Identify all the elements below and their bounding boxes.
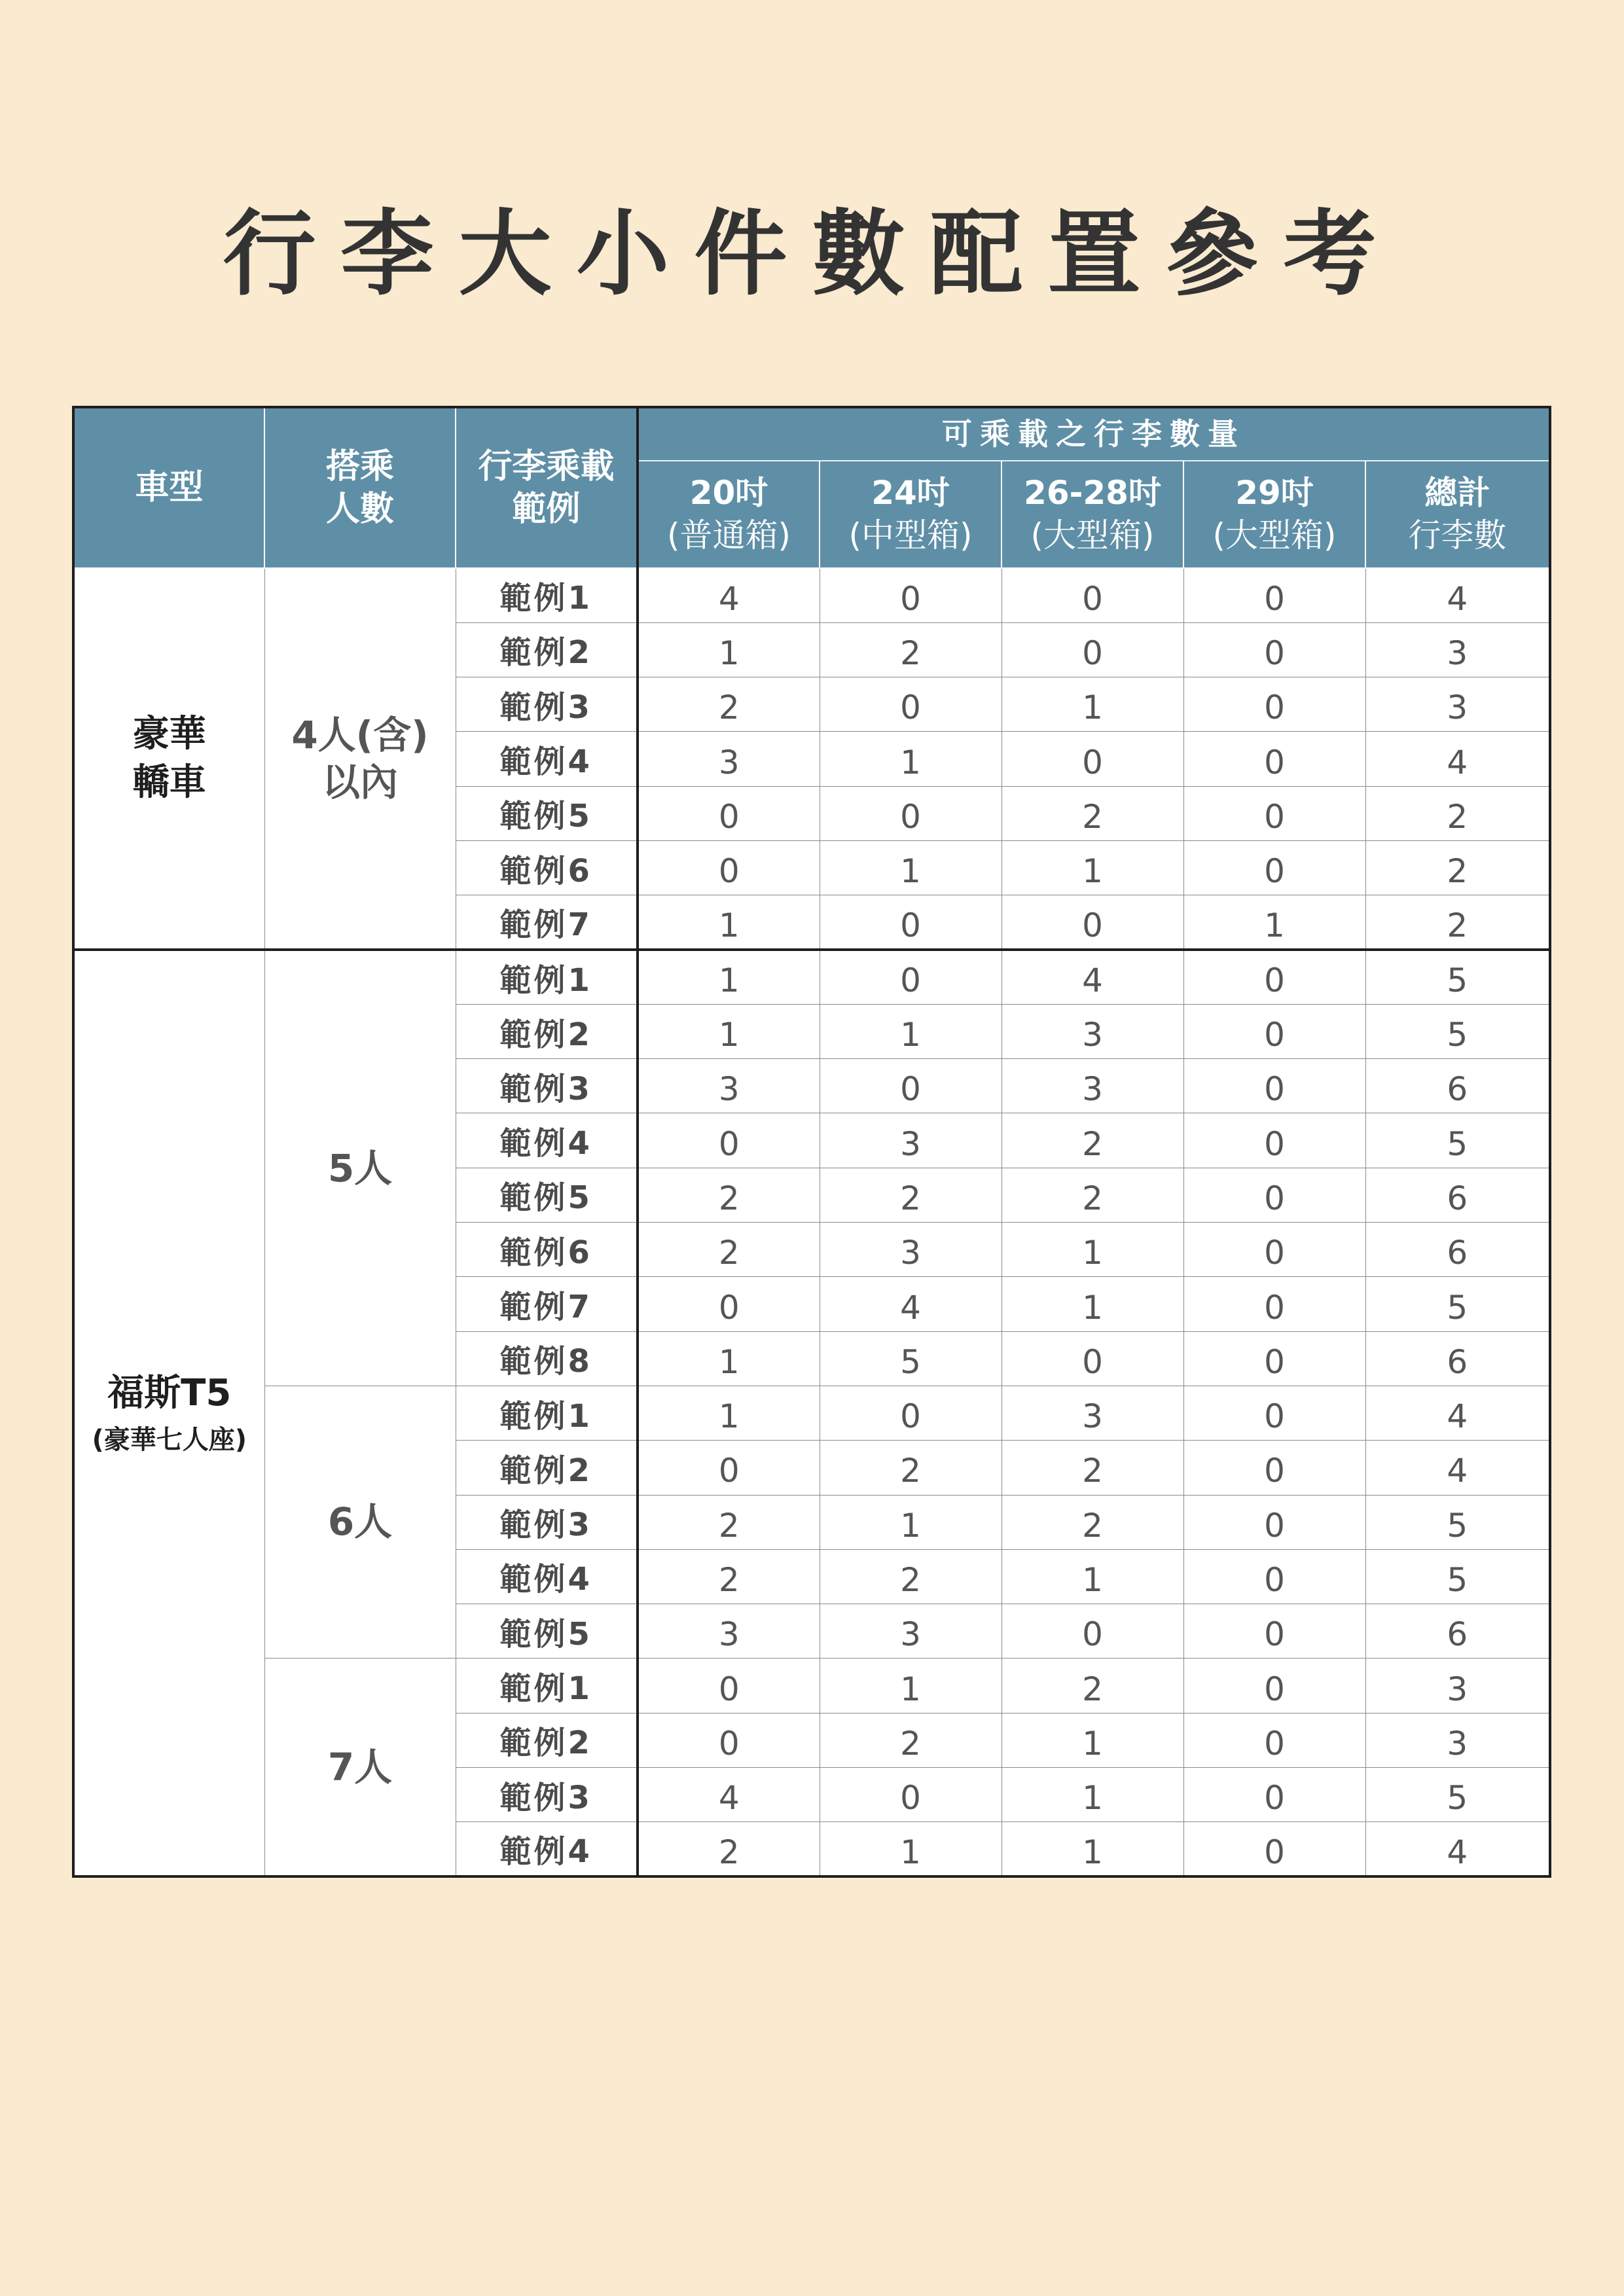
example-label: 範例7 [456, 1277, 638, 1331]
vehicle-subtitle: (豪華七人座) [92, 1424, 247, 1455]
count-29-inch: 0 [1183, 732, 1365, 786]
count-20-inch: 0 [638, 786, 820, 840]
count-20-inch: 2 [638, 1822, 820, 1876]
count-total: 6 [1365, 1331, 1550, 1386]
example-label: 範例5 [456, 786, 638, 840]
count-26-28-inch: 0 [1001, 1604, 1183, 1659]
passenger-count-cell [264, 1659, 456, 1876]
count-20-inch: 2 [638, 1549, 820, 1604]
count-total: 3 [1365, 622, 1550, 677]
table-row [73, 950, 1550, 1004]
header-example [456, 407, 638, 568]
passenger-count-cell [264, 568, 456, 950]
example-label: 範例1 [456, 950, 638, 1004]
count-20-inch: 2 [638, 1495, 820, 1549]
passenger-count: 以內 [321, 760, 398, 805]
count-total: 3 [1365, 1659, 1550, 1713]
count-29-inch: 0 [1183, 1331, 1365, 1386]
count-29-inch: 1 [1183, 895, 1365, 950]
count-26-28-inch: 2 [1001, 1495, 1183, 1549]
table-row [73, 1659, 1550, 1713]
count-26-28-inch: 1 [1001, 677, 1183, 732]
count-24-inch: 2 [820, 622, 1001, 677]
vehicle-name: 轎車 [132, 761, 206, 804]
count-29-inch: 0 [1183, 1059, 1365, 1113]
count-24-inch: 2 [820, 1441, 1001, 1495]
count-20-inch: 3 [638, 1059, 820, 1113]
count-20-inch: 2 [638, 1168, 820, 1222]
example-label: 範例4 [456, 1113, 638, 1168]
count-26-28-inch: 2 [1001, 1659, 1183, 1713]
count-20-inch: 0 [638, 1113, 820, 1168]
count-total: 5 [1365, 1004, 1550, 1058]
example-label: 範例5 [456, 1604, 638, 1659]
header-vehicle: 車型 [73, 407, 264, 568]
header-total-note: 行李數 [1408, 516, 1507, 554]
count-total: 3 [1365, 1713, 1550, 1767]
count-26-28-inch: 1 [1001, 1277, 1183, 1331]
count-29-inch: 0 [1183, 1659, 1365, 1713]
header-size-20 [638, 461, 820, 568]
count-20-inch: 1 [638, 1386, 820, 1440]
count-total: 4 [1365, 1386, 1550, 1440]
table-header [73, 407, 1550, 568]
count-total: 2 [1365, 895, 1550, 950]
header-total-label: 總計 [1424, 474, 1490, 512]
example-label: 範例1 [456, 568, 638, 622]
count-total: 6 [1365, 1223, 1550, 1277]
count-26-28-inch: 3 [1001, 1004, 1183, 1058]
count-29-inch: 0 [1183, 1004, 1365, 1058]
count-26-28-inch: 1 [1001, 1768, 1183, 1822]
count-29-inch: 0 [1183, 1549, 1365, 1604]
example-label: 範例4 [456, 1822, 638, 1876]
example-label: 範例1 [456, 1659, 638, 1713]
header-size-20-label: 20吋 [689, 474, 768, 512]
table-body [73, 568, 1550, 1876]
header-size-24 [820, 461, 1001, 568]
count-20-inch: 1 [638, 1004, 820, 1058]
count-26-28-inch: 0 [1001, 732, 1183, 786]
count-24-inch: 1 [820, 1822, 1001, 1876]
count-20-inch: 4 [638, 568, 820, 622]
count-26-28-inch: 2 [1001, 1113, 1183, 1168]
header-example-line2: 範例 [512, 489, 581, 529]
count-24-inch: 1 [820, 1495, 1001, 1549]
header-total [1365, 461, 1550, 568]
passenger-count-cell [264, 950, 456, 1386]
count-20-inch: 1 [638, 895, 820, 950]
count-total: 2 [1365, 840, 1550, 895]
example-label: 範例4 [456, 1549, 638, 1604]
header-size-26-28-label: 26-28吋 [1024, 474, 1161, 512]
count-20-inch: 1 [638, 622, 820, 677]
count-29-inch: 0 [1183, 622, 1365, 677]
count-24-inch: 1 [820, 1004, 1001, 1058]
count-26-28-inch: 0 [1001, 568, 1183, 622]
count-total: 4 [1365, 1822, 1550, 1876]
count-24-inch: 0 [820, 1386, 1001, 1440]
count-29-inch: 0 [1183, 1495, 1365, 1549]
vehicle-cell [73, 568, 264, 950]
count-24-inch: 4 [820, 1277, 1001, 1331]
count-20-inch: 0 [638, 1441, 820, 1495]
count-20-inch: 2 [638, 1223, 820, 1277]
count-total: 6 [1365, 1604, 1550, 1659]
count-20-inch: 1 [638, 950, 820, 1004]
header-size-26-28-note: (大型箱) [1030, 516, 1155, 554]
passenger-count: 4人(含) [291, 712, 429, 757]
count-20-inch: 3 [638, 1604, 820, 1659]
count-29-inch: 0 [1183, 1168, 1365, 1222]
count-26-28-inch: 1 [1001, 1223, 1183, 1277]
count-total: 4 [1365, 1441, 1550, 1495]
count-26-28-inch: 3 [1001, 1386, 1183, 1440]
header-size-29 [1183, 461, 1365, 568]
header-passengers-line1: 搭乘 [325, 446, 394, 486]
count-26-28-inch: 1 [1001, 840, 1183, 895]
header-example-line1: 行李乘載 [478, 446, 615, 486]
count-26-28-inch: 0 [1001, 622, 1183, 677]
count-26-28-inch: 2 [1001, 786, 1183, 840]
passenger-count: 5人 [327, 1145, 393, 1191]
count-total: 5 [1365, 1113, 1550, 1168]
count-20-inch: 4 [638, 1768, 820, 1822]
count-29-inch: 0 [1183, 1604, 1365, 1659]
count-total: 5 [1365, 1495, 1550, 1549]
example-label: 範例5 [456, 1168, 638, 1222]
vehicle-name: 福斯T5 [107, 1371, 232, 1414]
count-29-inch: 0 [1183, 786, 1365, 840]
passenger-count: 7人 [327, 1744, 393, 1789]
header-passengers-line2: 人數 [325, 489, 394, 529]
count-24-inch: 5 [820, 1331, 1001, 1386]
count-29-inch: 0 [1183, 1822, 1365, 1876]
count-24-inch: 0 [820, 1059, 1001, 1113]
count-total: 4 [1365, 568, 1550, 622]
count-total: 5 [1365, 1768, 1550, 1822]
count-26-28-inch: 1 [1001, 1549, 1183, 1604]
count-20-inch: 0 [638, 1659, 820, 1713]
example-label: 範例3 [456, 677, 638, 732]
count-29-inch: 0 [1183, 1277, 1365, 1331]
count-29-inch: 0 [1183, 677, 1365, 732]
example-label: 範例7 [456, 895, 638, 950]
count-24-inch: 0 [820, 1768, 1001, 1822]
example-label: 範例8 [456, 1331, 638, 1386]
count-24-inch: 2 [820, 1549, 1001, 1604]
header-size-20-note: (普通箱) [666, 516, 791, 554]
passenger-count: 6人 [327, 1499, 393, 1545]
count-20-inch: 2 [638, 677, 820, 732]
count-24-inch: 0 [820, 786, 1001, 840]
count-26-28-inch: 2 [1001, 1168, 1183, 1222]
header-size-26-28 [1001, 461, 1183, 568]
count-total: 5 [1365, 1549, 1550, 1604]
example-label: 範例6 [456, 840, 638, 895]
example-label: 範例3 [456, 1059, 638, 1113]
count-26-28-inch: 0 [1001, 1331, 1183, 1386]
count-29-inch: 0 [1183, 1768, 1365, 1822]
example-label: 範例6 [456, 1223, 638, 1277]
count-29-inch: 0 [1183, 1713, 1365, 1767]
page-title: 行李大小件數配置參考 [223, 200, 1401, 308]
count-24-inch: 3 [820, 1604, 1001, 1659]
header-size-24-note: (中型箱) [848, 516, 973, 554]
count-20-inch: 3 [638, 732, 820, 786]
count-total: 5 [1365, 950, 1550, 1004]
count-24-inch: 3 [820, 1223, 1001, 1277]
count-24-inch: 2 [820, 1168, 1001, 1222]
count-20-inch: 0 [638, 840, 820, 895]
count-29-inch: 0 [1183, 950, 1365, 1004]
table-row [73, 1386, 1550, 1440]
count-20-inch: 0 [638, 1277, 820, 1331]
count-26-28-inch: 0 [1001, 895, 1183, 950]
count-total: 3 [1365, 677, 1550, 732]
count-total: 5 [1365, 1277, 1550, 1331]
count-29-inch: 0 [1183, 1386, 1365, 1440]
header-passengers [264, 407, 456, 568]
vehicle-name: 豪華 [132, 713, 206, 756]
example-label: 範例1 [456, 1386, 638, 1440]
count-26-28-inch: 4 [1001, 950, 1183, 1004]
count-20-inch: 0 [638, 1713, 820, 1767]
header-size-24-label: 24吋 [871, 474, 950, 512]
example-label: 範例2 [456, 622, 638, 677]
count-24-inch: 0 [820, 677, 1001, 732]
passenger-count-cell [264, 1386, 456, 1658]
count-24-inch: 1 [820, 732, 1001, 786]
count-24-inch: 1 [820, 1659, 1001, 1713]
count-total: 6 [1365, 1168, 1550, 1222]
luggage-table [72, 406, 1551, 1878]
count-29-inch: 0 [1183, 1441, 1365, 1495]
example-label: 範例2 [456, 1713, 638, 1767]
example-label: 範例3 [456, 1495, 638, 1549]
count-29-inch: 0 [1183, 568, 1365, 622]
count-24-inch: 0 [820, 895, 1001, 950]
count-26-28-inch: 1 [1001, 1713, 1183, 1767]
example-label: 範例2 [456, 1004, 638, 1058]
count-24-inch: 1 [820, 840, 1001, 895]
count-29-inch: 0 [1183, 1113, 1365, 1168]
count-total: 2 [1365, 786, 1550, 840]
example-label: 範例3 [456, 1768, 638, 1822]
count-29-inch: 0 [1183, 1223, 1365, 1277]
header-luggage-capacity: 可乘載之行李數量 [638, 407, 1550, 461]
count-26-28-inch: 2 [1001, 1441, 1183, 1495]
count-24-inch: 2 [820, 1713, 1001, 1767]
table-row [73, 568, 1550, 622]
count-20-inch: 1 [638, 1331, 820, 1386]
count-26-28-inch: 3 [1001, 1059, 1183, 1113]
count-29-inch: 0 [1183, 840, 1365, 895]
count-26-28-inch: 1 [1001, 1822, 1183, 1876]
example-label: 範例4 [456, 732, 638, 786]
count-total: 4 [1365, 732, 1550, 786]
count-24-inch: 3 [820, 1113, 1001, 1168]
header-size-29-label: 29吋 [1235, 474, 1314, 512]
count-24-inch: 0 [820, 950, 1001, 1004]
example-label: 範例2 [456, 1441, 638, 1495]
vehicle-cell [73, 950, 264, 1876]
header-size-29-note: (大型箱) [1212, 516, 1337, 554]
count-24-inch: 0 [820, 568, 1001, 622]
count-total: 6 [1365, 1059, 1550, 1113]
